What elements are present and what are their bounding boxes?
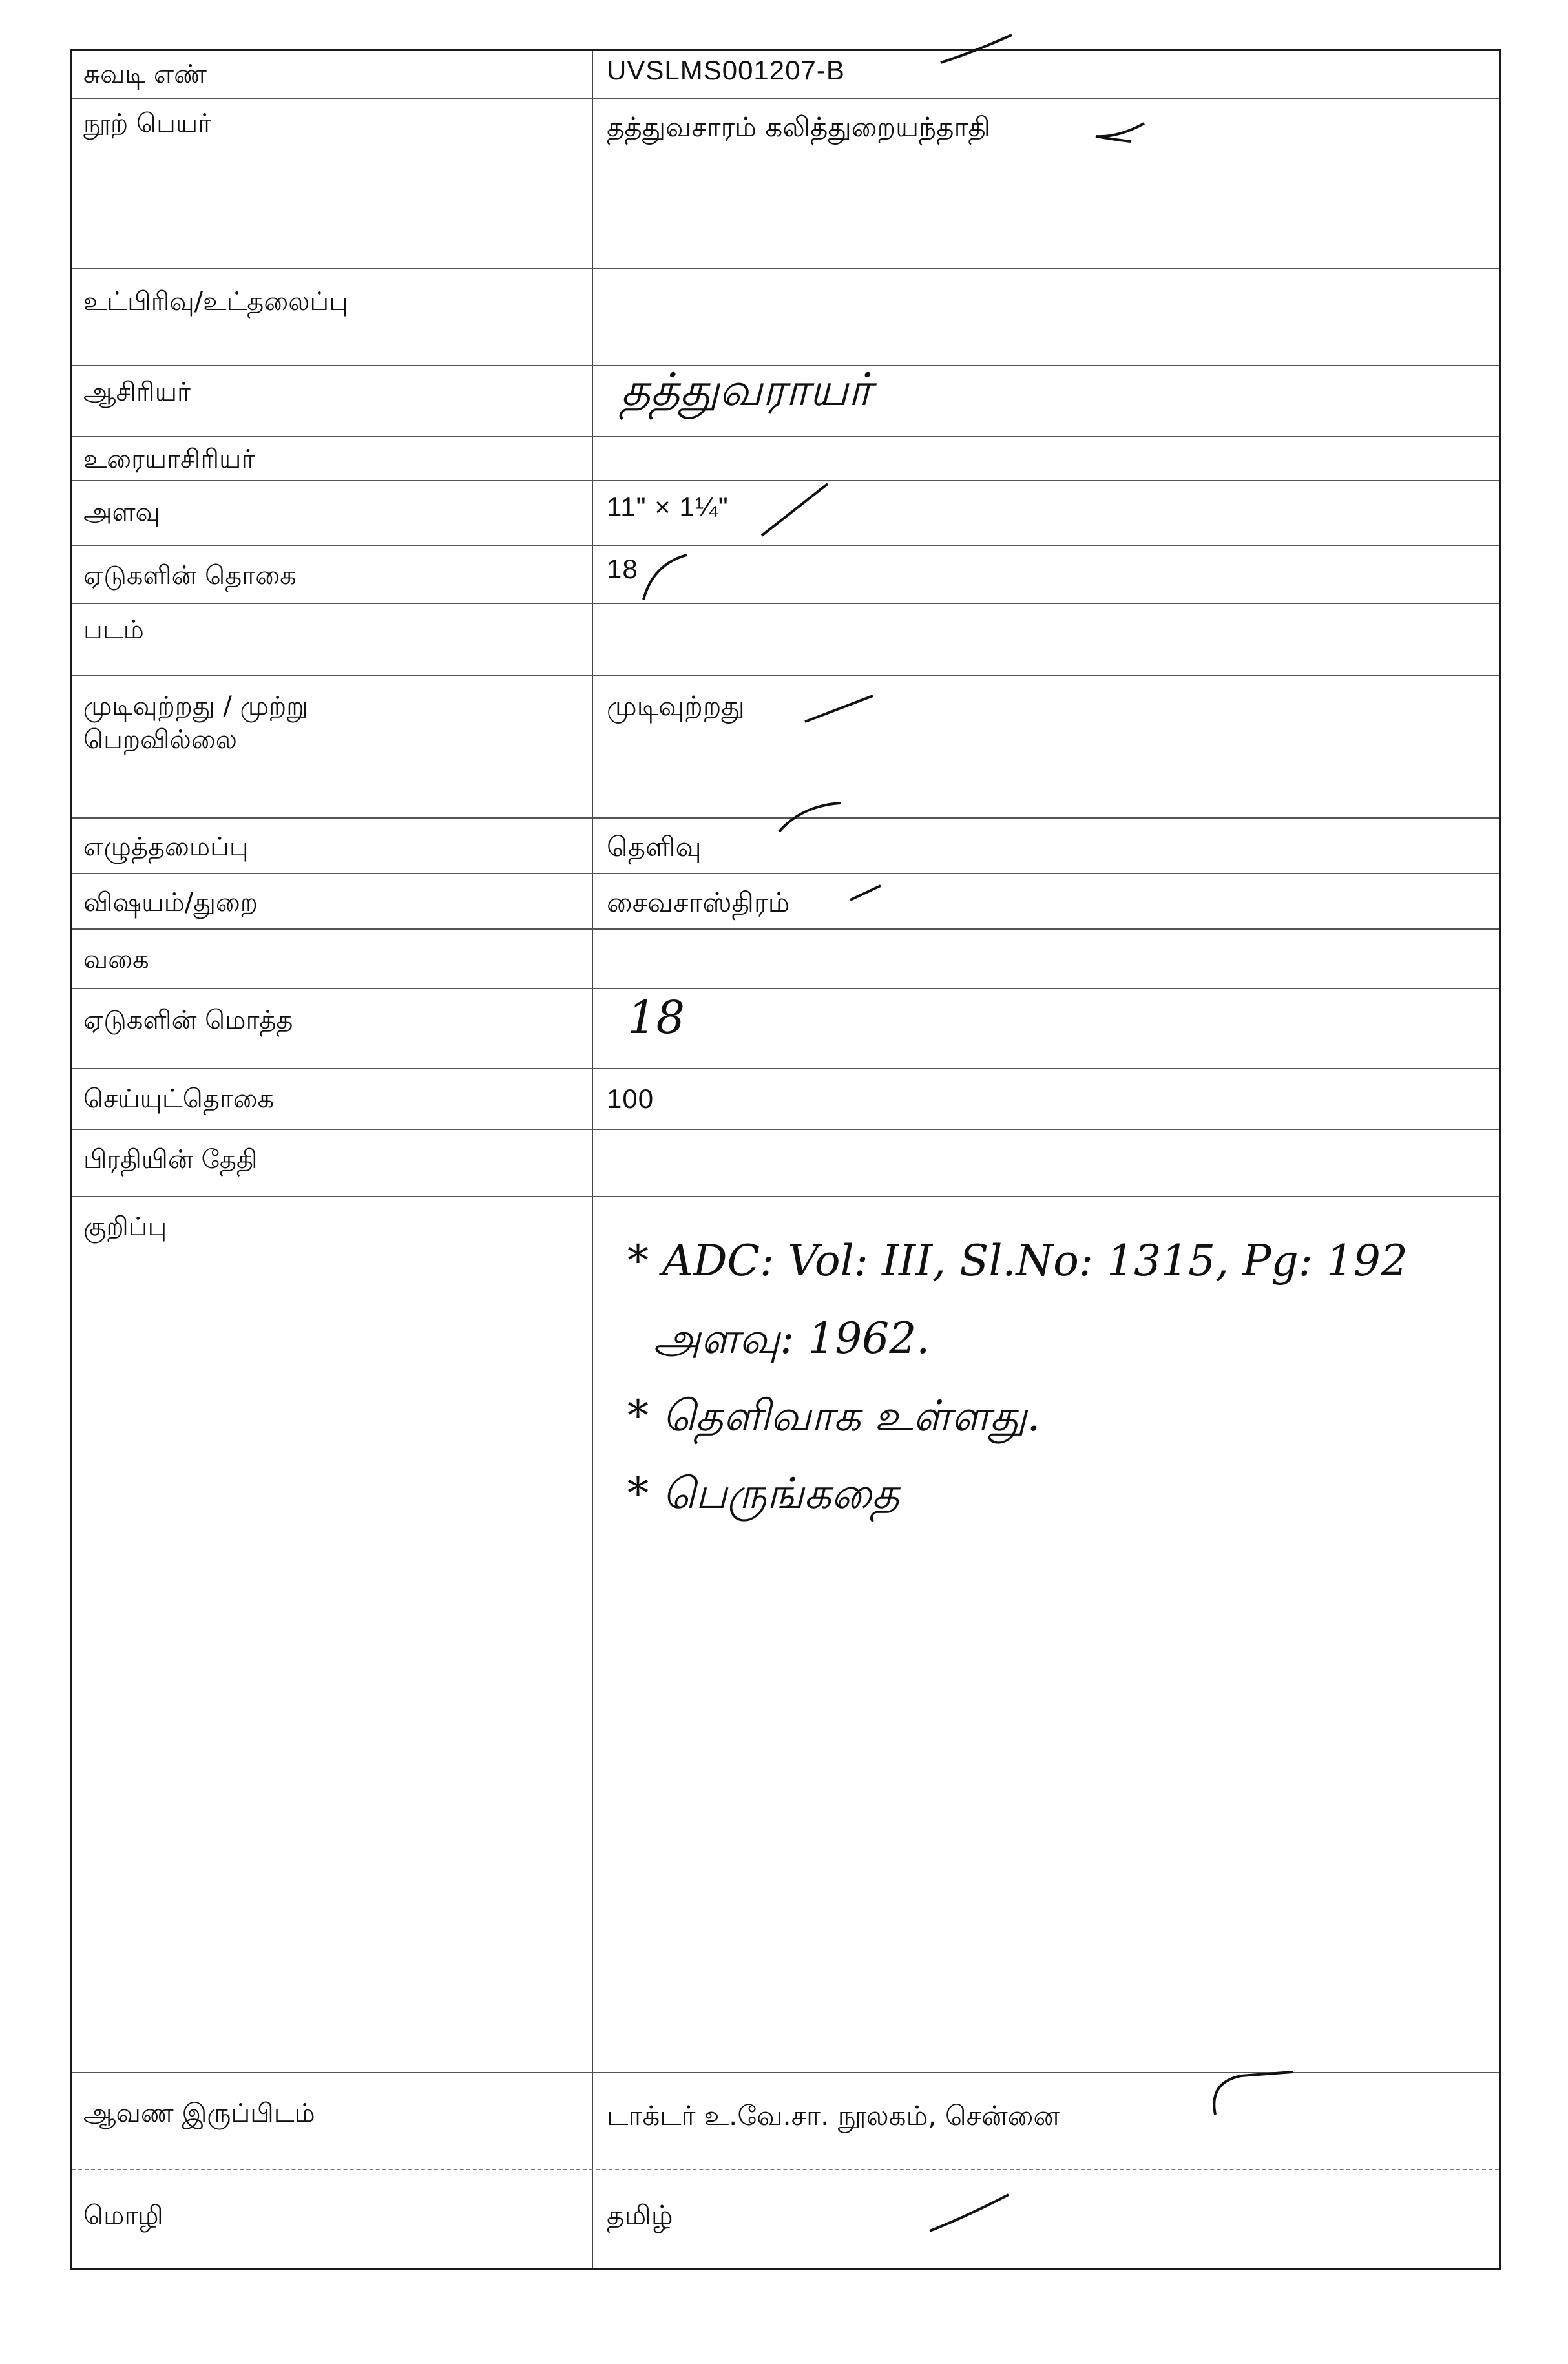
label-manuscript-number: சுவடி எண் [83,59,207,89]
label-illustration: படம் [83,615,144,645]
label-leaf-count: ஏடுகளின் தொகை [83,561,297,591]
label-script: எழுத்தமைப்பு [83,832,249,862]
row-illustration [72,603,1499,676]
value-subject: சைவசாஸ்திரம் [607,886,790,918]
note-line: * ADC: Vol: III, Sl.No: 1315, Pg: 192 [627,1236,1408,1286]
handwritten-tick-icon [937,32,1015,70]
note-line: * தெளிவாக உள்ளது. [627,1391,1041,1441]
label-language: மொழி [83,2201,163,2230]
label-author: ஆசிரியர் [83,377,191,407]
handwritten-tick-icon [1202,2063,1299,2121]
label-subsection: உட்பிரிவு/உட்தலைப்பு [83,287,348,317]
value-total-leaves: 18 [627,991,685,1044]
row-total-leaves [72,988,1499,1069]
catalog-sheet [70,49,1501,2270]
row-commentator [72,436,1499,481]
value-script: தெளிவு [607,831,702,863]
value-leaf-count: 18 [607,554,638,584]
label-completion: முடிவுற்றது / முற்று பெறவில்லை [83,691,308,755]
value-repository: டாக்டர் உ.வே.சா. நூலகம், சென்னை [607,2100,1060,2131]
label-size: அளவு [83,497,160,527]
row-size [72,480,1499,546]
handwritten-tick-icon [847,879,886,905]
row-notes [72,1196,1499,2073]
label-title: நூற் பெயர் [83,109,212,138]
row-title [72,98,1499,269]
handwritten-tick-icon [1092,118,1151,144]
row-leaf-count [72,545,1499,604]
row-language [72,2169,1499,2270]
handwritten-tick-icon [802,689,879,728]
label-total-leaves: ஏடுகளின் மொத்த [83,1005,293,1035]
label-category: வகை [83,945,149,974]
row-category [72,928,1499,989]
value-verse-count: 100 [607,1083,654,1114]
label-repository: ஆவண இருப்பிடம் [83,2098,315,2128]
label-notes: குறிப்பு [83,1212,167,1242]
row-copy-date [72,1129,1499,1197]
row-author [72,365,1499,437]
value-size: 11" × 1¼" [607,492,729,522]
label-copy-date: பிரதியின் தேதி [83,1145,258,1175]
note-line: அளவு: 1962. [653,1313,930,1363]
handwritten-tick-icon [925,2186,1015,2237]
value-author: தத்துவராயர் [621,363,872,416]
row-verse-count [72,1068,1499,1130]
handwritten-tick-icon [757,479,834,543]
label-subject: விஷயம்/துறை [83,888,258,917]
row-completion [72,675,1499,819]
label-verse-count: செய்யுட்தொகை [83,1084,275,1114]
value-manuscript-number: UVSLMS001207-B [607,55,845,85]
row-repository [72,2072,1499,2170]
label-commentator: உரையாசிரியர் [83,445,255,474]
handwritten-tick-icon [776,799,847,838]
value-completion: முடிவுற்றது [607,690,745,722]
handwritten-tick-icon [640,551,692,603]
note-line: * பெருங்கதை [627,1469,900,1518]
row-subsection [72,268,1499,366]
value-title: தத்துவசாரம் கலித்துறையந்தாதி [607,111,990,143]
value-language: தமிழ் [607,2199,673,2231]
row-script [72,817,1499,874]
row-manuscript-number [72,51,1499,98]
row-subject [72,873,1499,930]
